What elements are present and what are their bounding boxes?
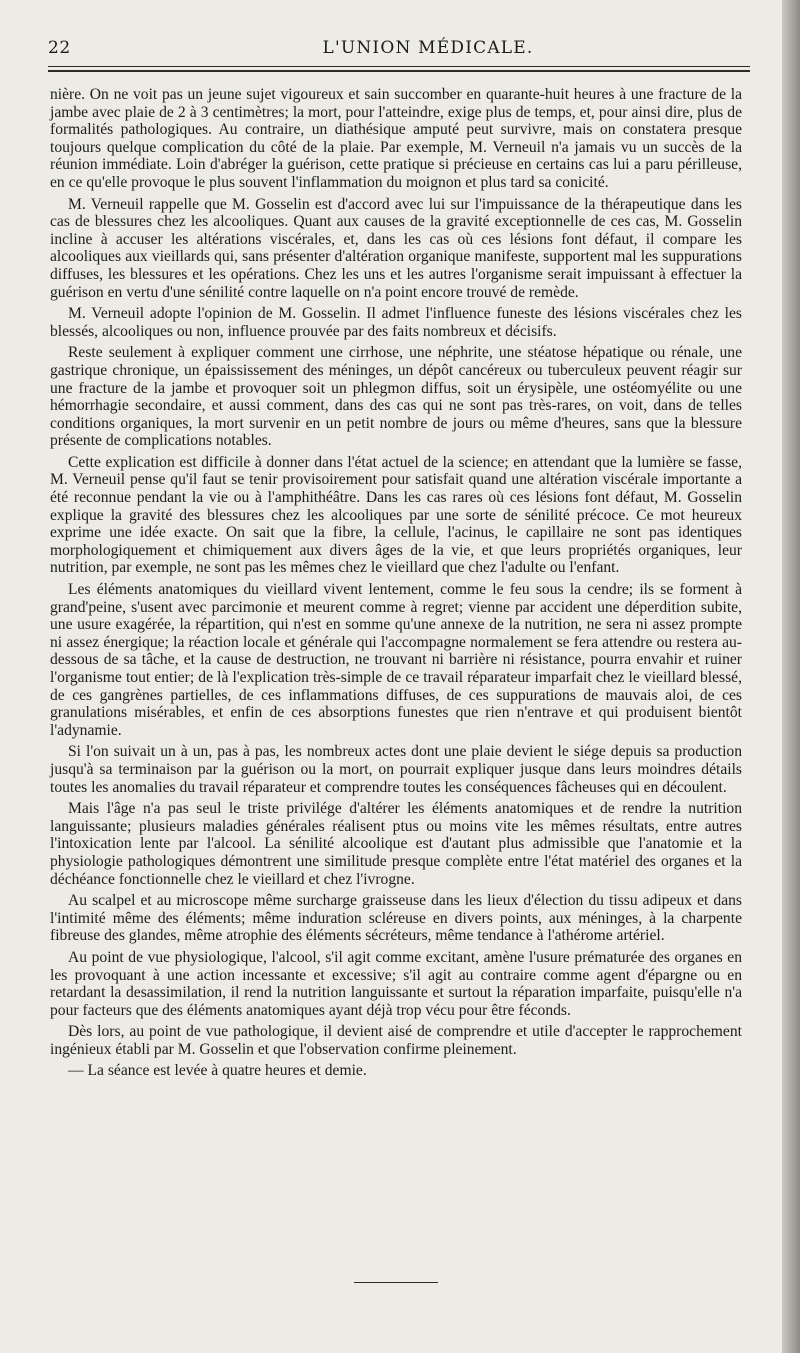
paragraph: M. Verneuil adopte l'opinion de M. Gosselin. Il admet l'influence funeste des lésions viscérales chez les blessés, alcooliques ou non, influence prouvée par des faits nombreux et décisifs. [50, 305, 742, 340]
paragraph: nière. On ne voit pas un jeune sujet vigoureux et sain succomber en quarante-huit heures à une fracture de la jambe avec plaie de 2 à 3 centimètres; la mort, pour l'atteindre, exige plus de temps, et, pour ainsi dire, plus de formalités pathologiques. Au contraire, un diathésique amputé peut survivre, mais on constatera presque toujours quelque complication du côté de la plaie. Par exemple, M. Verneuil n'a jamais vu un succès de la réunion immédiate. Loin d'abréger la guérison, cette pratique si précieuse en certains cas lui a paru périlleuse, en ce qu'elle provoque le plus souvent l'inflammation du moignon et plus tard sa conicité. [50, 86, 742, 191]
paragraph: Les éléments anatomiques du vieillard vivent lentement, comme le feu sous la cendre; ils se forment à grand'peine, s'usent avec parcimonie et meurent comme à regret; vienne par accident une déperdition subite, une usure exagérée, la répartition, qui n'est en somme qu'une annexe de la nutrition, ne sera ni assez prompte ni assez énergique; la réaction locale et générale qui l'accompagne normalement se fera attendre ou restera au-dessous de sa tâche, et la cause de destruction, ne trouvant ni barrière ni résistance, pourra envahir et ruiner l'organisme tout entier; de là l'explication très-simple de ce travail réparateur imparfait chez le vieillard blessé, de ces gangrènes partielles, de ces inflammations diffuses, de ces suppurations de mauvais aloi, de ces granulations misérables, et enfin de ces absorptions funestes que rien n'entrave et qui produisent bientôt l'adynamie. [50, 581, 742, 739]
running-title: L'UNION MÉDICALE. [322, 38, 534, 58]
paragraph: Cette explication est difficile à donner dans l'état actuel de la science; en attendant que la lumière se fasse, M. Verneuil pense qu'il faut se tenir provisoirement pour satisfait quand une altération viscérale importante a été reconnue pendant la vie ou à l'amphithéâtre. Dans les cas rares où ces lésions font défaut, M. Gosselin explique la gravité des blessures chez les alcooliques par une sorte de sénilité précoce. Ce mot heureux exprime une idée exacte. On sait que la fibre, la cellule, l'acinus, le capillaire ne sont pas identiques morphologiquement et chimiquement aux divers âges de la vie, et que leurs propriétés organiques, leur nutrition, par exemple, ne sont pas les mêmes chez le vieillard que chez l'adulte ou l'enfant. [50, 453, 742, 577]
paragraph: Au scalpel et au microscope même surcharge graisseuse dans les lieux d'élection du tissu adipeux et dans l'intimité même des éléments; même induration scléreuse en divers points, aux méninges, à la charpente fibreuse des glandes, même atrophie des éléments sécréteurs, même tendance à l'athérome artériel. [50, 892, 742, 945]
page-header [48, 38, 748, 68]
end-rule [354, 1282, 438, 1283]
header-rule-thick [48, 70, 750, 72]
paragraph: Reste seulement à expliquer comment une cirrhose, une néphrite, une stéatose hépatique ou rénale, une gastrique chronique, un épaississement des méninges, un dépôt cancéreux ou tuberculeux peuvent réagir sur une fracture de la jambe et provoquer soit un phlegmon diffus, soit un érysipèle, une ostéomyélite ou une hémorrhagie secondaire, et aussi comment, dans des cas qui ne sont pas très-rares, on voit, dans de telles conditions organiques, la mort survenir en un petit nombre de jours ou même d'heures, sans que la blessure présente de complications notables. [50, 344, 742, 450]
header-rule [48, 66, 750, 67]
article-body [50, 86, 742, 1084]
binding-edge [782, 0, 800, 1353]
paragraph: Au point de vue physiologique, l'alcool, s'il agit comme excitant, amène l'usure prématurée des organes en les provoquant à une action incessante et excessive; s'il agit au contraire comme agent d'épargne ou en retardant la desassimilation, il rend la nutrition languissante et surtout la réparation imparfaite, puisqu'elle n'a pour facteurs que des éléments anatomiques ayant déjà trop vécu pour être féconds. [50, 948, 742, 1019]
paragraph: Dès lors, au point de vue pathologique, il devient aisé de comprendre et utile d'accepter le rapprochement ingénieux établi par M. Gosselin et que l'observation confirme pleinement. [50, 1023, 742, 1058]
closing-line: — La séance est levée à quatre heures et demie. [68, 1062, 367, 1080]
paragraph: Mais l'âge n'a pas seul le triste privilége d'altérer les éléments anatomiques et de rendre la nutrition languissante; plusieurs maladies générales réalisent ptus ou moins vite les mêmes résultats, entre autres l'intoxication lente par l'alcool. La sénilité alcoolique est d'autant plus admissible que l'anatomie et la physiologie pathologiques démontrent une similitude presque complète entre l'état matériel des organes et la déchéance fonctionnelle chez le vieillard et chez l'ivrogne. [50, 800, 742, 888]
paragraph: M. Verneuil rappelle que M. Gosselin est d'accord avec lui sur l'impuissance de la thérapeutique dans les cas de blessures chez les alcooliques. Quant aux causes de la gravité exceptionnelle de ces cas, M. Gosselin incline à accuser les altérations viscérales, et, dans les cas où ces lésions font défaut, il compare les alcooliques aux vieillards qui, sans présenter d'altération organique manifeste, supportent mal les suppurations diffuses, les blessures et les opérations. Chez les uns et les autres l'organisme serait impuissant à effectuer la guérison en vertu d'une sénilité contre laquelle on n'a point encore trouvé de remède. [50, 195, 742, 301]
page-number: 22 [48, 38, 71, 58]
paragraph: Si l'on suivait un à un, pas à pas, les nombreux actes dont une plaie devient le siége depuis sa production jusqu'à sa terminaison par la guérison ou la mort, on pourrait expliquer jusque dans leurs moindres détails toutes les anomalies du travail réparateur et comprendre toutes les conséquences fâcheuses qui en découlent. [50, 743, 742, 796]
